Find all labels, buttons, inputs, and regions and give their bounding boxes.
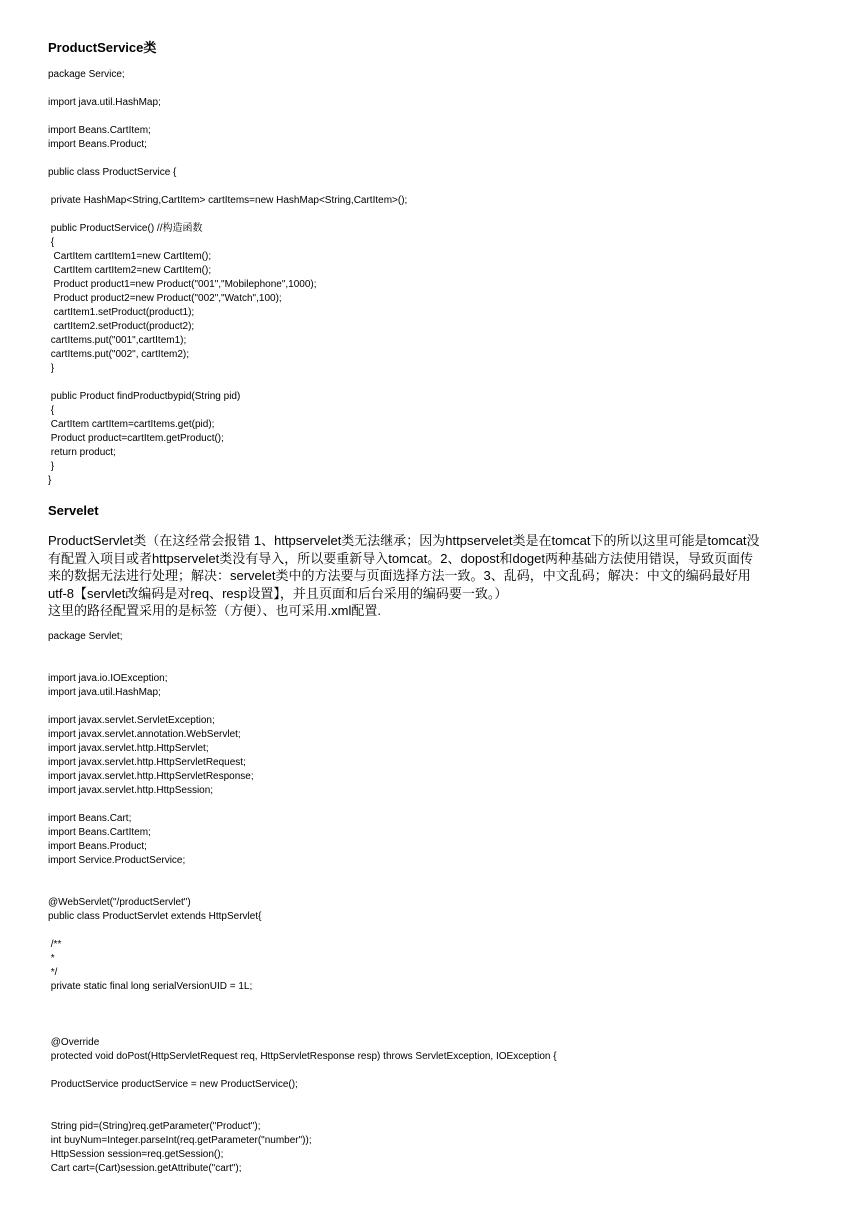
code-line (48, 868, 557, 882)
code-line (48, 1022, 557, 1036)
code-line: import javax.servlet.http.HttpServletResponse; (48, 771, 254, 782)
code-line: import javax.servlet.ServletException; (48, 715, 215, 726)
code-line: import java.io.IOException; (48, 673, 168, 684)
code-line (48, 882, 557, 896)
code-line: } (48, 475, 52, 486)
code-line: import java.util.HashMap; (48, 687, 161, 698)
code-line: package Servlet; (48, 631, 123, 642)
code-line: import java.util.HashMap; (48, 97, 161, 108)
code-line (48, 798, 557, 812)
code-line: } (48, 363, 55, 374)
code-line: { (48, 237, 55, 248)
paragraph-line: 来的数据无法进行处理；解决：servelet类中的方法要与页面选择方法一致。3、乱码，中文乱码；解决：中文的编码最好用 (48, 568, 751, 584)
code-line: int buyNum=Integer.parseInt(req.getParameter("number")); (48, 1135, 312, 1146)
code-line (48, 994, 557, 1008)
code-line: import Beans.Cart; (48, 813, 132, 824)
code-line: { (48, 405, 55, 416)
paragraph-line: 这里的路径配置采用的是标签（方便）、也可采用.xml配置. (48, 603, 381, 619)
code-line: import Beans.CartItem; (48, 827, 151, 838)
code-line: import javax.servlet.http.HttpServlet; (48, 743, 209, 754)
code-line: */ (48, 967, 58, 978)
code-line: Product product2=new Product("002","Watch",100); (48, 293, 282, 304)
code-line: import Service.ProductService; (48, 855, 186, 866)
code-line: Product product=cartItem.getProduct(); (48, 433, 224, 444)
code-line: CartItem cartItem=cartItems.get(pid); (48, 419, 215, 430)
code-line (48, 644, 557, 658)
code-line: cartItem2.setProduct(product2); (48, 321, 195, 332)
code-line (48, 924, 557, 938)
code-line: CartItem cartItem1=new CartItem(); (48, 251, 212, 262)
code-line: Product product1=new Product("001","Mobilephone",1000); (48, 279, 317, 290)
code-line: public Product findProductbypid(String pid) (48, 391, 241, 402)
code-line (48, 1106, 557, 1120)
code-block-product-servlet (48, 630, 557, 1176)
code-line: import javax.servlet.annotation.WebServlet; (48, 729, 241, 740)
code-line: cartItem1.setProduct(product1); (48, 307, 195, 318)
code-line: import javax.servlet.http.HttpServletRequest; (48, 757, 246, 768)
code-line: package Service; (48, 69, 125, 80)
code-line (48, 208, 407, 222)
code-line (48, 1064, 557, 1078)
code-line: import Beans.CartItem; (48, 125, 151, 136)
code-block-product-service (48, 68, 407, 488)
code-line: Cart cart=(Cart)session.getAttribute("cart"); (48, 1163, 242, 1174)
code-line: } (48, 461, 55, 472)
code-line: import javax.servlet.http.HttpSession; (48, 785, 214, 796)
code-line: public class ProductService { (48, 167, 177, 178)
code-line (48, 82, 407, 96)
code-line: public class ProductServlet extends HttpServlet{ (48, 911, 262, 922)
code-line (48, 180, 407, 194)
code-line: public ProductService() //构造函数 (48, 223, 203, 234)
code-line: import Beans.Product; (48, 139, 147, 150)
code-line (48, 152, 407, 166)
code-line: @WebServlet("/productServlet") (48, 897, 191, 908)
code-line (48, 376, 407, 390)
code-line (48, 658, 557, 672)
heading-product-service: ProductService类 (48, 40, 157, 55)
code-line (48, 1008, 557, 1022)
code-line: ProductService productService = new ProductService(); (48, 1079, 298, 1090)
code-line: private static final long serialVersionUID = 1L; (48, 981, 253, 992)
code-line: cartItems.put("001",cartItem1); (48, 335, 187, 346)
code-line: return product; (48, 447, 116, 458)
code-line: @Override (48, 1037, 100, 1048)
code-line: HttpSession session=req.getSession(); (48, 1149, 224, 1160)
paragraph-line: utf-8【servlet改编码是对req、resp设置】，并且页面和后台采用的编码要一致。） (48, 585, 508, 601)
paragraph-line: ProductServlet类（在这经常会报错 1、httpservelet类无法继承；因为httpservelet类是在tomcat下的所以这里可能是tomcat没 (48, 533, 760, 548)
servlet-description-paragraph (48, 532, 828, 620)
paragraph-line: 有配置入项目或者httpservelet类没有导入，所以要重新导入tomcat。2、dopost和doget两种基础方法使用错误，导致页面传 (48, 550, 754, 566)
code-line: protected void doPost(HttpServletRequest req, HttpServletResponse resp) throws ServletException, IOException { (48, 1051, 557, 1062)
code-line: * (48, 953, 55, 964)
code-line: cartItems.put("002", cartItem2); (48, 349, 190, 360)
code-line: String pid=(String)req.getParameter("Product"); (48, 1121, 261, 1132)
code-line: /** (48, 939, 62, 950)
heading-servelet: Servelet (48, 503, 99, 518)
code-line: CartItem cartItem2=new CartItem(); (48, 265, 212, 276)
code-line: import Beans.Product; (48, 841, 147, 852)
code-line (48, 110, 407, 124)
code-line (48, 700, 557, 714)
code-line: private HashMap<String,CartItem> cartItems=new HashMap<String,CartItem>(); (48, 195, 408, 206)
code-line (48, 1092, 557, 1106)
